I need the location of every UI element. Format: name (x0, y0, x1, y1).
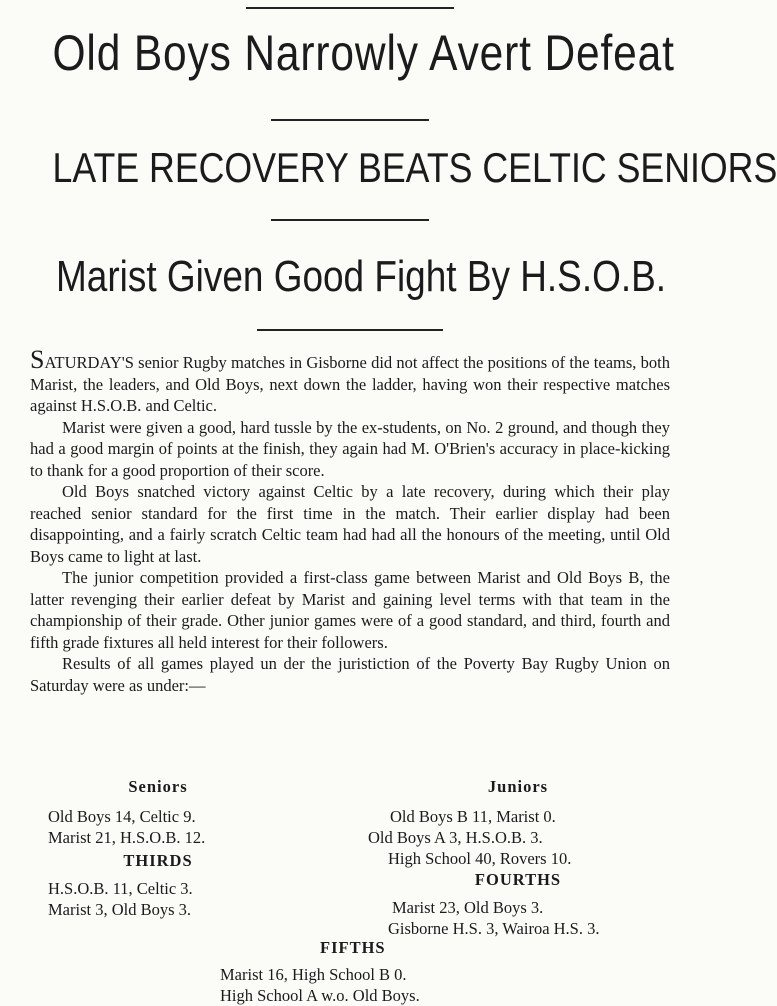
thirds-heading: THIRDS (123, 851, 193, 870)
top-rule (246, 7, 454, 9)
juniors-line-2: Old Boys A 3, H.S.O.B. 3. (368, 828, 543, 847)
paragraph-1-text: ATURDAY'S senior Rugby matches in Gisborne did not affect the positions of the teams, both Marist, the leaders, and Old Boys, next down the ladder, having won their respective matches against H.S.O.B. and Celtic. (30, 353, 670, 415)
fifths-line-2: High School A w.o. Old Boys. (220, 986, 420, 1005)
article-paragraph-1 (30, 345, 670, 417)
fourths-line-2: Gisborne H.S. 3, Wairoa H.S. 3. (388, 919, 600, 938)
juniors-heading: Juniors (487, 777, 549, 796)
article-paragraph-3: Old Boys snatched victory against Celtic by a late recovery, during which their play reached senior standard for the first time in the match. Their earlier display had been disappointing, and a fairly scratch Celtic team had had all the honours of the meeting, until Old Boys came to light at last. (30, 482, 670, 566)
thirds-line-1: H.S.O.B. 11, Celtic 3. (48, 879, 193, 898)
thirds-line-2: Marist 3, Old Boys 3. (48, 900, 192, 919)
seniors-results (48, 776, 268, 848)
article-paragraph-5: Results of all games played un der the juristiction of the Poverty Bay Rugby Union on Saturday were as under:— (30, 654, 670, 695)
article-paragraph-2: Marist were given a good, hard tussle by the ex-students, on No. 2 ground, and though they had a good margin of points at the finish, they again had M. O'Brien's accuracy in place-kicking to thank for a good proportion of their score. (30, 417, 670, 480)
fifths-line-1: Marist 16, High School B 0. (220, 965, 407, 984)
main-headline: Old Boys Narrowly Avert Defeat (52, 25, 675, 81)
seniors-line-1: Old Boys 14, Celtic 9. (48, 807, 196, 826)
seniors-line-2: Marist 21, H.S.O.B. 12. (48, 828, 206, 847)
article-body (30, 345, 670, 696)
rule-1 (271, 119, 429, 121)
juniors-line-1: Old Boys B 11, Marist 0. (390, 807, 556, 826)
juniors-line-3: High School 40, Rovers 10. (388, 849, 572, 868)
fifths-heading: FIFTHS (320, 938, 386, 957)
fourths-results (368, 869, 668, 939)
thirds-results (48, 850, 268, 920)
rule-2 (271, 219, 429, 221)
fourths-heading: FOURTHS (474, 870, 562, 889)
juniors-results (368, 776, 668, 869)
secondary-headline: LATE RECOVERY BEATS CELTIC SENIORS (52, 144, 777, 191)
fifths-results (210, 937, 510, 1006)
fourths-line-1: Marist 23, Old Boys 3. (392, 898, 544, 917)
seniors-heading: Seniors (128, 777, 188, 796)
drop-cap: S (30, 345, 45, 374)
article-paragraph-4: The junior competition provided a first-class game between Marist and Old Boys B, the latter revenging their earlier defeat by Marist and gaining level terms with that team in the championship of their grade. Other junior games were of a good standard, and third, fourth and fifth grade fixtures all held interest for their followers. (30, 568, 670, 652)
tertiary-headline: Marist Given Good Fight By H.S.O.B. (56, 252, 667, 301)
rule-3 (257, 329, 443, 331)
